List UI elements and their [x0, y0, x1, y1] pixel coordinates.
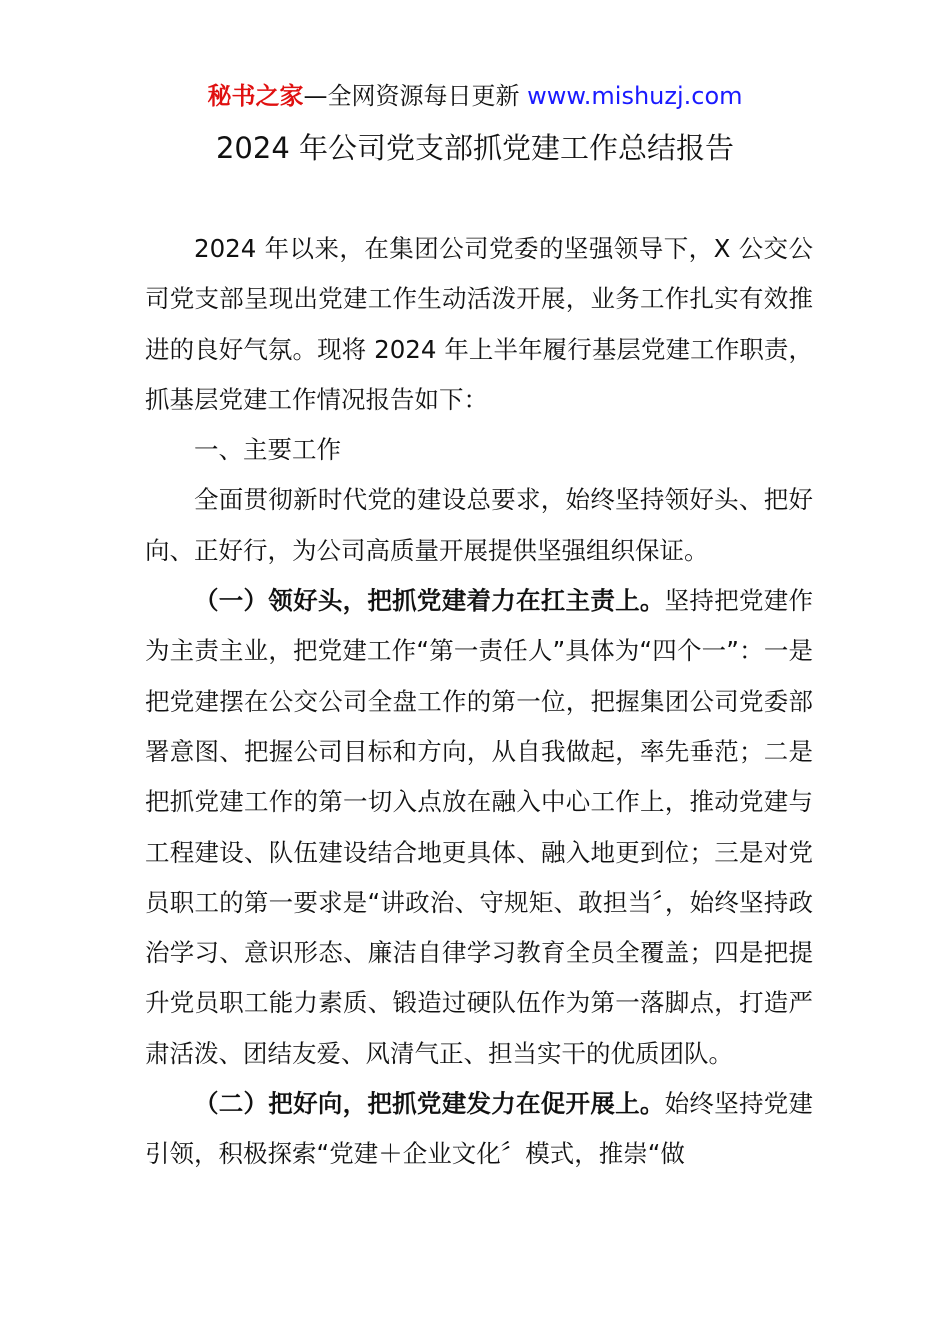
site-tagline: —全网资源每日更新: [303, 82, 528, 110]
site-name: 秘书之家: [207, 82, 304, 110]
document-body: [145, 224, 813, 1180]
document-title: 2024 年公司党支部抓党建工作总结报告: [215, 131, 735, 165]
section-heading-main-work: [145, 425, 813, 475]
site-url-link[interactable]: www.mishuzj.com: [527, 82, 743, 110]
paragraph-text: 坚持把党建作为主责主业，把党建工作“第一责任人”具体为“四个一”：一是把党建摆在公交公司全盘工作的第一位，把握集团公司党委部署意图、把握公司目标和方向，从自我做起，率先垂范；二是把抓党建工作的第一切入点放在融入中心工作上，推动党建与工程建设、队伍建设结合地更具体、融入地更到位；三是对党员职工的第一要求是“讲政治、守规矩、敢担当〞，始终坚持政治学习、意识形态、廉洁自律学习教育全员全覆盖；四是把提升党员职工能力素质、锻造过硬队伍作为第一落脚点，打造严肃活泼、团结友爱、风清气正、担当实干的优质团队。: [145, 586, 814, 1068]
site-header: [0, 80, 950, 112]
paragraph-text: 全面贯彻新时代党的建设总要求，始终坚持领好头、把好向、正好行，为公司高质量开展提供坚强组织保证。: [145, 485, 813, 565]
paragraph-lead: （一）领好头，把抓党建着力在扛主责上。: [194, 586, 665, 616]
paragraph-lead: （二）把好向，把抓党建发力在促开展上。: [194, 1089, 665, 1119]
paragraph-item-1: [145, 576, 813, 1079]
paragraph-text: 2024 年以来，在集团公司党委的坚强领导下，X 公交公司党支部呈现出党建工作生动活泼开展，业务工作扎实有效推进的良好气氛。现将 2024 年上半年履行基层党建工作职责，抓基层党建工作情况报告如下：: [145, 234, 813, 414]
paragraph-intro: [145, 224, 813, 425]
paragraph-overview: [145, 475, 813, 576]
section-heading-text: 一、主要工作: [194, 435, 341, 465]
paragraph-text: 始终坚持党建引领，积极探索“党建＋企业文化〞模式，推崇“做: [145, 1089, 814, 1169]
paragraph-item-2: [145, 1079, 813, 1180]
